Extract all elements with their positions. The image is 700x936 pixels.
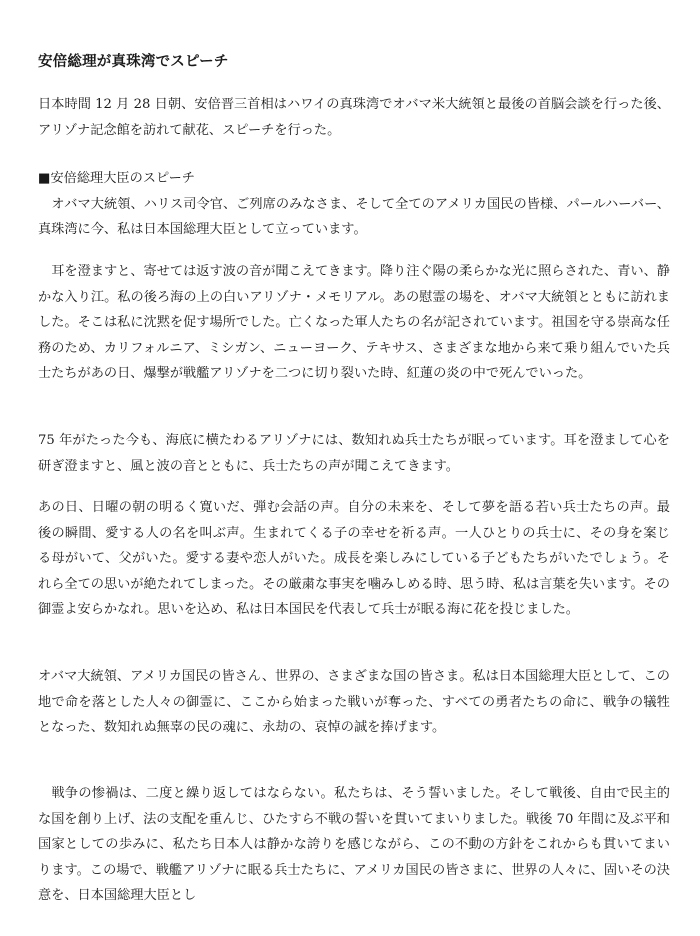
speech-paragraph-2: 耳を澄ますと、寄せては返す波の音が聞こえてきます。降り注ぐ陽の柔らかな光に照らされた、青い、静かな入り江。私の後ろ海の上の白いアリゾナ・メモリアル。あの慰霊の場を、オバマ大統領とともに訪れました。そこは私に沈黙を促す場所でした。亡くなった軍人たちの名が記されています。祖国を守る崇高な任務のため、カリフォルニア、ミシガン、ニューヨーク、テキサス、さまざまな地から来て乗り組んでいた兵士たちがあの日、爆撃が戦艦アリゾナを二つに切り裂いた時、紅蓮の炎の中で死んでいった。 — [38, 264, 670, 381]
document-title: 安倍総理が真珠湾でスピーチ — [38, 53, 229, 70]
speech-paragraph-6: 戦争の惨禍は、二度と繰り返してはならない。私たちは、そう誓いました。そして戦後、自由で民主的な国を創り上げ、法の支配を重んじ、ひたすら不戦の誓いを貫いてまいりました。戦後 70 年間に及ぶ平和国家としての歩みに、私たち日本人は静かな誇りを感じながら、この不動の方針をこれからも貫いてまいります。この場で、戦艦アリゾナに眠る兵士たちに、アメリカ国民の皆さまに、世界の人々に、固いその決意を、日本国総理大臣とし — [38, 786, 670, 903]
speech-section — [38, 166, 670, 243]
section-heading: ■安倍総理大臣のスピーチ — [38, 171, 195, 186]
speech-paragraph-3: 75 年がたった今も、海底に横たわるアリゾナには、数知れぬ兵士たちが眠っています。耳を澄まして心を研ぎ澄ますと、風と波の音とともに、兵士たちの声が聞こえてきます。 — [38, 433, 670, 474]
speech-paragraph-5: オバマ大統領、アメリカ国民の皆さん、世界の、さまざまな国の皆さま。私は日本国総理大臣として、この地で命を落とした人々の御霊に、ここから始まった戦いが奪った、すべての勇者たちの命に、戦争の犠牲となった、数知れぬ無辜の民の魂に、永劫の、哀悼の誠を捧げます。 — [38, 669, 670, 735]
intro-paragraph: 日本時間 12 月 28 日朝、安倍晋三首相はハワイの真珠湾でオバマ米大統領と最後の首脳会談を行った後、アリゾナ記念館を訪れて献花、スピーチを行った。 — [38, 97, 670, 138]
speech-paragraph-1: オバマ大統領、ハリス司令官、ご列席のみなさま、そして全てのアメリカ国民の皆様、パールハーバー、真珠湾に今、私は日本国総理大臣として立っています。 — [38, 196, 670, 237]
speech-paragraph-4: あの日、日曜の朝の明るく寛いだ、弾む会話の声。自分の未来を、そして夢を語る若い兵士たちの声。最後の瞬間、愛する人の名を叫ぶ声。生まれてくる子の幸せを祈る声。一人ひとりの兵士に、その身を案じる母がいて、父がいた。愛する妻や恋人がいた。成長を楽しみにしている子どもたちがいたでしょう。それら全ての思いが絶たれてしまった。その厳粛な事実を噛みしめる時、思う時、私は言葉を失います。その御霊よ安らかなれ。思いを込め、私は日本国民を代表して兵士が眠る海に花を投じました。 — [38, 500, 670, 617]
